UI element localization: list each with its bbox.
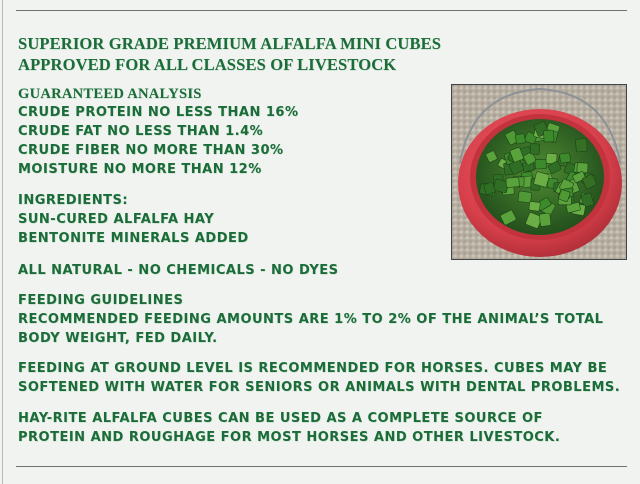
alfalfa-cube	[518, 191, 532, 203]
complete-source-line-2: PROTEIN AND ROUGHAGE FOR MOST HORSES AND OTHER LIVESTOCK.	[18, 430, 561, 445]
left-edge-line	[2, 0, 3, 484]
analysis-item-fat: CRUDE FAT NO LESS THAN 1.4%	[18, 124, 264, 139]
complete-source-line-1: HAY-RITE ALFALFA CUBES CAN BE USED AS A COMPLETE SOURCE OF	[18, 411, 543, 426]
alfalfa-cube	[515, 133, 526, 144]
feeding-heading: FEEDING GUIDELINES	[18, 293, 184, 308]
alfalfa-cube	[575, 138, 587, 152]
feeding-line-2: BODY WEIGHT, FED DAILY.	[18, 331, 218, 346]
alfalfa-cube	[506, 177, 520, 187]
ingredient-item-alfalfa: SUN-CURED ALFALFA HAY	[18, 212, 215, 227]
alfalfa-cube	[535, 159, 546, 169]
analysis-item-protein: CRUDE PROTEIN NO LESS THAN 16%	[18, 105, 299, 120]
top-divider	[16, 10, 627, 11]
title-line-1: SUPERIOR GRADE PREMIUM ALFALFA MINI CUBES	[18, 34, 442, 53]
alfalfa-cube	[539, 213, 551, 227]
alfalfa-cube	[529, 201, 541, 211]
alfalfa-cubes-bucket-photo	[451, 84, 627, 260]
ground-feeding-line-2: SOFTENED WITH WATER FOR SENIORS OR ANIMALS WITH DENTAL PROBLEMS.	[18, 380, 621, 395]
alfalfa-cube	[544, 130, 555, 142]
all-natural-statement: ALL NATURAL - NO CHEMICALS - NO DYES	[18, 263, 339, 278]
analysis-item-fiber: CRUDE FIBER NO MORE THAN 30%	[18, 143, 284, 158]
title-line-2: APPROVED FOR ALL CLASSES OF LIVESTOCK	[18, 55, 397, 74]
analysis-heading: GUARANTEED ANALYSIS	[18, 86, 202, 102]
bottom-divider	[16, 466, 627, 467]
ingredient-item-bentonite: BENTONITE MINERALS ADDED	[18, 231, 249, 246]
feeding-line-1: RECOMMENDED FEEDING AMOUNTS ARE 1% TO 2% OF THE ANIMAL’S TOTAL	[18, 312, 604, 327]
analysis-item-moisture: MOISTURE NO MORE THAN 12%	[18, 162, 262, 177]
alfalfa-cube	[530, 144, 540, 155]
alfalfa-cube	[559, 153, 571, 164]
ground-feeding-line-1: FEEDING AT GROUND LEVEL IS RECOMMENDED FOR HORSES. CUBES MAY BE	[18, 361, 608, 376]
ingredients-heading: INGREDIENTS:	[18, 193, 129, 208]
bucket-illustration	[452, 85, 626, 259]
